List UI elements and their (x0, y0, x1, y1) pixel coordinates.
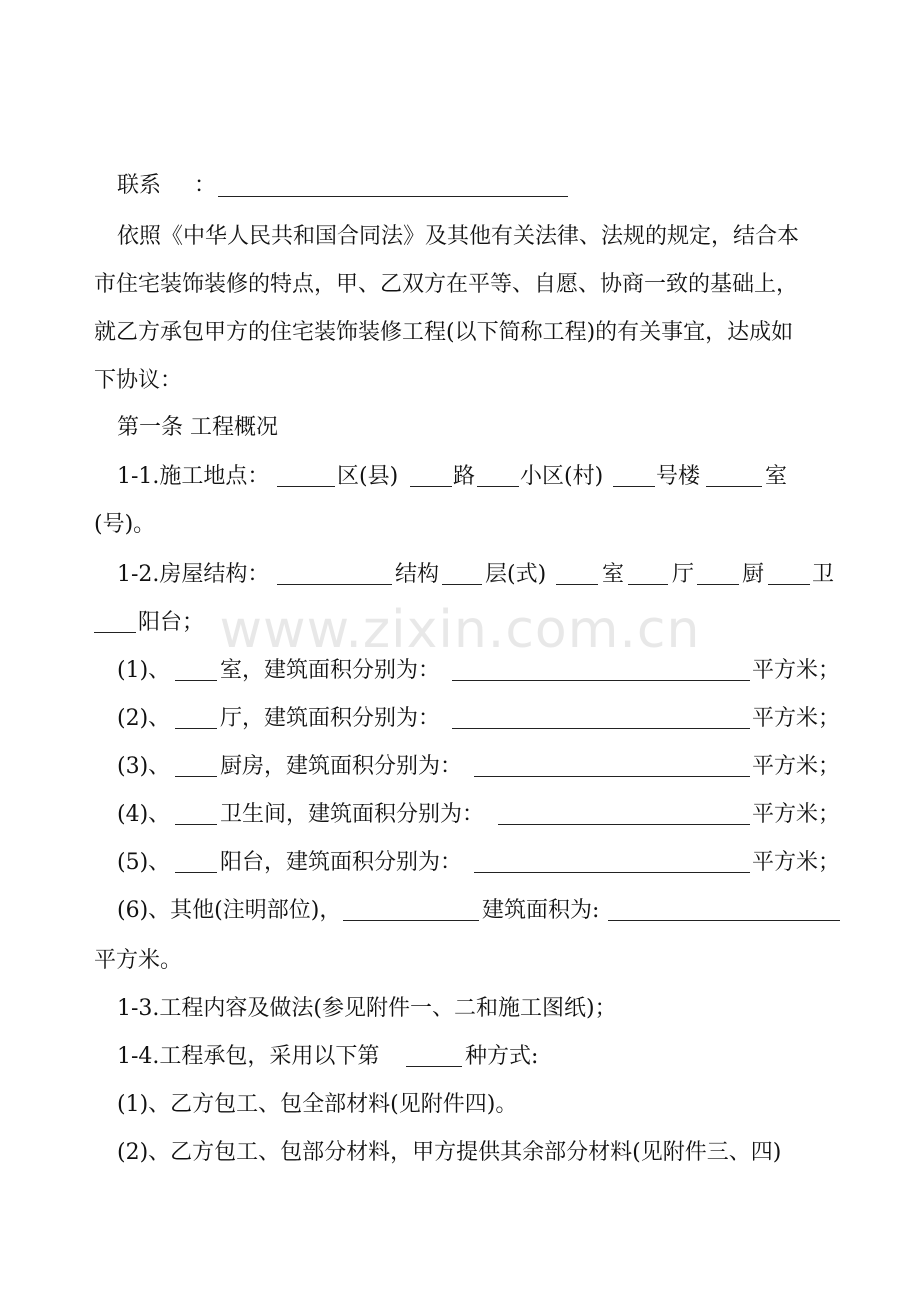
watermark: www.zixin.com.cn (219, 600, 701, 660)
contact-line (0, 166, 920, 206)
other-part-blank (343, 920, 479, 921)
contact-blank (218, 196, 568, 197)
area-value-blank (452, 728, 750, 729)
area-row-number: (2)、 (117, 706, 171, 731)
intro-line-1 (0, 217, 920, 257)
kitchens-label: 厨 (742, 562, 765, 587)
area-row-number: (1)、 (117, 658, 171, 683)
other-area-prefix: (6)、其他(注明部位)， (117, 898, 342, 923)
room-blank (706, 486, 762, 487)
other-area-row (0, 891, 920, 931)
item-1-4-prefix: 1-4.工程承包，采用以下第 (117, 1044, 380, 1069)
floors-blank (442, 584, 482, 585)
area-count-blank (175, 728, 217, 729)
balcony-label: 阳台； (138, 610, 205, 635)
rooms-label: 室 (602, 562, 625, 587)
option-row (0, 1133, 920, 1173)
item-1-3 (0, 989, 920, 1029)
item-1-2-prefix: 1-2.房屋结构： (117, 562, 270, 587)
halls-blank (628, 584, 668, 585)
intro-line-4 (0, 361, 920, 401)
area-row-unit: 平方米； (752, 754, 841, 779)
item-1-3-text: 1-3.工程内容及做法(参见附件一、二和施工图纸)； (117, 996, 617, 1021)
intro-text-4: 下协议： (94, 368, 183, 393)
area-row-unit: 平方米； (752, 850, 841, 875)
district-blank (277, 486, 335, 487)
building-label: 号楼 (656, 464, 701, 489)
area-row-unit: 平方米； (752, 706, 841, 731)
other-area-continued (0, 941, 920, 981)
intro-line-3 (0, 313, 920, 353)
area-row-label: 阳台，建筑面积分别为： (220, 850, 463, 875)
area-row-number: (5)、 (117, 850, 171, 875)
intro-line-2 (0, 265, 920, 305)
item-1-1-prefix: 1-1.施工地点： (117, 464, 270, 489)
other-area-unit: 平方米。 (94, 948, 183, 973)
option-text: (2)、乙方包工、包部分材料，甲方提供其余部分材料(见附件三、四) (117, 1140, 782, 1165)
area-value-blank (452, 680, 750, 681)
area-row (0, 699, 920, 739)
intro-text-2: 市住宅装饰装修的特点，甲、乙双方在平等、自愿、协商一致的基础上， (94, 272, 799, 297)
room-label: 室 (765, 464, 788, 489)
article-1-title: 第一条 工程概况 (117, 415, 278, 440)
option-text: (1)、乙方包工、包全部材料(见附件四)。 (117, 1092, 518, 1117)
area-row (0, 843, 920, 883)
item-1-4-suffix: 种方式: (465, 1044, 539, 1069)
area-row-label: 室，建筑面积分别为： (220, 658, 441, 683)
district-label: 区(县) (337, 464, 399, 489)
other-area-label: 建筑面积为: (482, 898, 600, 923)
area-count-blank (175, 680, 217, 681)
community-blank (477, 486, 519, 487)
item-1-1-continued (0, 505, 920, 545)
area-count-blank (175, 776, 217, 777)
method-blank (406, 1066, 462, 1067)
road-label: 路 (453, 464, 476, 489)
kitchens-blank (697, 584, 739, 585)
item-1-4 (0, 1037, 920, 1077)
structure-label: 结构 (395, 562, 440, 587)
contact-colon: ： (194, 173, 217, 198)
floors-label: 层(式) (485, 562, 547, 587)
contact-label: 联系 (117, 173, 162, 198)
intro-text-3: 就乙方承包甲方的住宅装饰装修工程(以下简称工程)的有关事宜，达成如 (94, 320, 794, 345)
item-1-1 (0, 457, 920, 497)
structure-blank (277, 584, 392, 585)
area-row-number: (3)、 (117, 754, 171, 779)
road-blank (410, 486, 452, 487)
area-row (0, 795, 920, 835)
area-row-label: 厅，建筑面积分别为： (220, 706, 441, 731)
area-row (0, 747, 920, 787)
area-count-blank (175, 824, 217, 825)
area-value-blank (498, 824, 750, 825)
community-label: 小区(村) (520, 464, 604, 489)
option-row (0, 1085, 920, 1125)
other-area-blank (608, 920, 840, 921)
baths-label: 卫 (812, 562, 835, 587)
area-count-blank (175, 872, 217, 873)
article-1-heading (0, 408, 920, 448)
building-blank (613, 486, 655, 487)
area-value-blank (474, 872, 750, 873)
area-row-label: 卫生间，建筑面积分别为： (220, 802, 485, 827)
area-row-number: (4)、 (117, 802, 171, 827)
intro-text-1: 依照《中华人民共和国合同法》及其他有关法律、法规的规定，结合本 (117, 224, 800, 249)
area-row-unit: 平方米； (752, 802, 841, 827)
item-1-1-continuation: (号)。 (94, 512, 156, 537)
baths-blank (768, 584, 810, 585)
area-value-blank (474, 776, 750, 777)
item-1-2 (0, 555, 920, 595)
rooms-blank (556, 584, 598, 585)
area-row-unit: 平方米； (752, 658, 841, 683)
area-row-label: 厨房，建筑面积分别为： (220, 754, 463, 779)
halls-label: 厅 (672, 562, 695, 587)
